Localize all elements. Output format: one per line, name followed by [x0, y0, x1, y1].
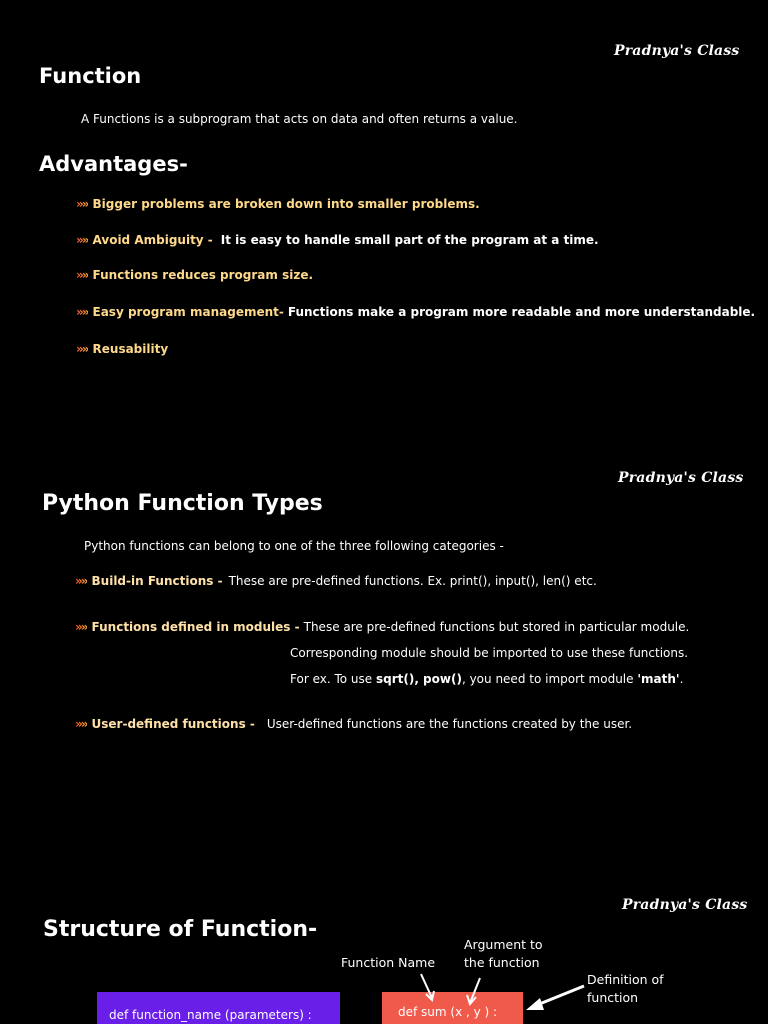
brand-watermark: Pradnya's Class [622, 897, 748, 913]
label-definition-line1: Definition of [587, 972, 664, 987]
arrow-icon [467, 978, 480, 1004]
label-function-name: Function Name [341, 955, 436, 970]
type-desc: These are pre-defined functions. Ex. print(), input(), len() etc. [228, 574, 597, 588]
brand-watermark: Pradnya's Class [614, 43, 740, 59]
modules-mid: , you need to import module [461, 672, 638, 686]
double-chevron-right-icon: »» [75, 574, 87, 588]
type-desc: These are pre-defined functions but stored in particular module. [303, 620, 690, 634]
section-title-structure: Structure of Function- [43, 917, 318, 942]
advantage-label: Bigger problems are broken down into smaller problems. [92, 197, 480, 211]
code-generic-text: def function_name (parameters) : [109, 1008, 312, 1022]
advantage-label: Reusability [92, 342, 169, 356]
types-intro: Python functions can belong to one of the three following categories - [84, 539, 504, 553]
type-desc: User-defined functions are the functions created by the user. [266, 717, 633, 731]
section-title-function: Function [39, 64, 142, 88]
double-chevron-right-icon: »» [76, 342, 88, 356]
double-chevron-right-icon: »» [76, 233, 88, 247]
definition-text: A Functions is a subprogram that acts on data and often returns a value. [81, 112, 518, 126]
double-chevron-right-icon: »» [76, 197, 88, 211]
type-label: Functions defined in modules - [91, 620, 300, 634]
advantage-label: Functions reduces program size. [92, 268, 314, 282]
double-chevron-right-icon: »» [75, 717, 87, 731]
label-argument-line2: the function [464, 955, 540, 970]
arrow-icon [421, 974, 434, 1000]
advantage-desc: Functions make a program more readable and more understandable. [287, 305, 756, 319]
advantage-desc: It is easy to handle small part of the program at a time. [220, 233, 599, 247]
double-chevron-right-icon: »» [75, 620, 87, 634]
advantage-label: Avoid Ambiguity - [92, 233, 213, 247]
modules-line-2: Corresponding module should be imported to use these functions. [290, 646, 689, 660]
type-label: User-defined functions - [91, 717, 255, 731]
label-argument-line1: Argument to [464, 937, 543, 952]
modules-name: 'math' [637, 672, 680, 686]
type-label: Build-in Functions - [91, 574, 223, 588]
double-chevron-right-icon: »» [76, 268, 88, 282]
modules-end: . [679, 672, 684, 686]
label-definition-line2: function [587, 990, 639, 1005]
modules-prefix: For ex. To use [290, 672, 376, 686]
advantage-label: Easy program management- [92, 305, 284, 319]
double-chevron-right-icon: »» [76, 305, 88, 319]
section-title-types: Python Function Types [42, 491, 323, 516]
brand-watermark: Pradnya's Class [618, 470, 744, 486]
modules-code: sqrt(), pow() [375, 672, 462, 686]
arrow-icon [526, 986, 584, 1010]
code-example-text: def sum (x , y ) : [398, 1005, 498, 1019]
advantages-title: Advantages- [39, 152, 188, 176]
